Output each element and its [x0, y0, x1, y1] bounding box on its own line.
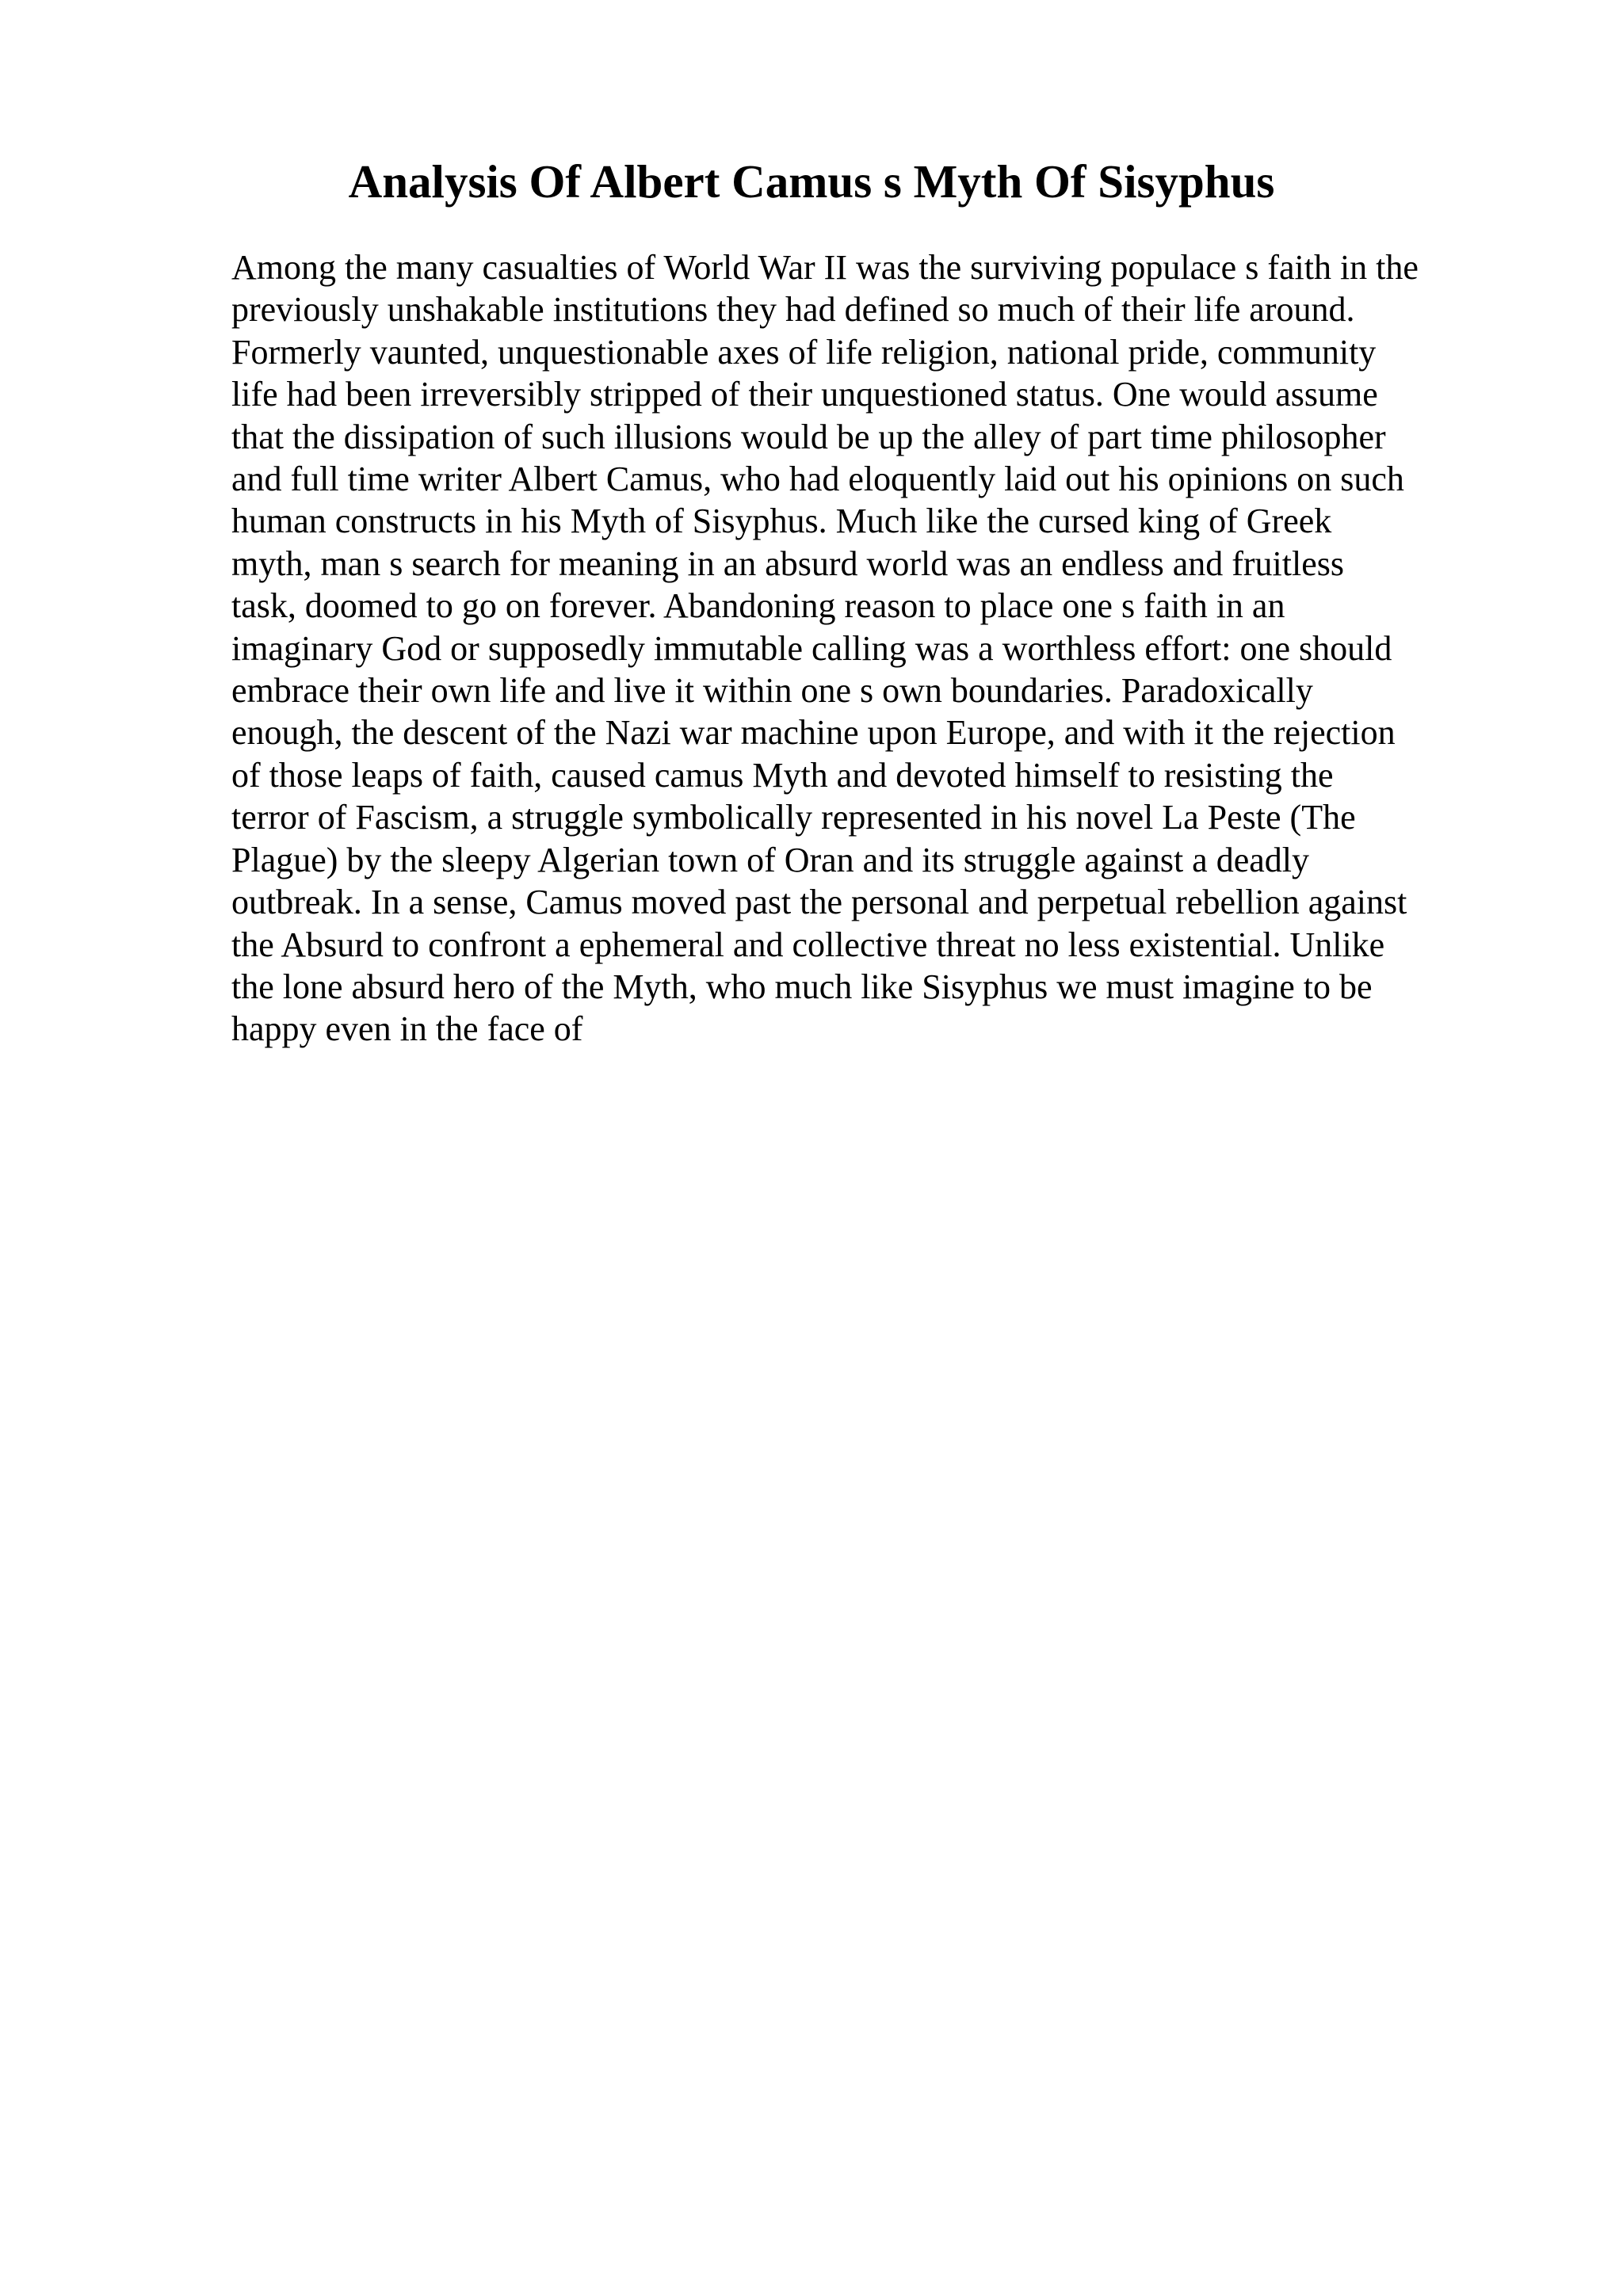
body-line: myth, man s search for meaning in an absurd world was an endless and fruitless [231, 543, 1344, 583]
body-line: previously unshakable institutions they had defined so much of their life around. [231, 290, 1355, 330]
body-line: the Absurd to confront a ephemeral and collective threat no less existential. Unlike [231, 925, 1385, 964]
body-line: happy even in the face of [231, 1009, 583, 1049]
body-line: task, doomed to go on forever. Abandoning reason to place one s faith in an [231, 586, 1285, 626]
body-line: the lone absurd hero of the Myth, who much like Sisyphus we must imagine to be [231, 967, 1373, 1006]
body-line: embrace their own life and live it within one s own boundaries. Paradoxically [231, 671, 1313, 711]
body-line: terror of Fascism, a struggle symbolically represented in his novel La Peste (The [231, 798, 1356, 837]
body-line: Among the many casualties of World War II was the surviving populace s faith in the [231, 248, 1419, 287]
body-line: life had been irreversibly stripped of their unquestioned status. One would assume [231, 375, 1378, 414]
body-line: outbreak. In a sense, Camus moved past the personal and perpetual rebellion against [231, 883, 1407, 922]
body-line: and full time writer Albert Camus, who had eloquently laid out his opinions on such [231, 460, 1404, 499]
body-line: imaginary God or supposedly immutable calling was a worthless effort: one should [231, 628, 1392, 668]
document-body [231, 246, 1499, 1051]
document-title: Analysis Of Albert Camus s Myth Of Sisyphus [348, 155, 1275, 208]
body-line: Plague) by the sleepy Algerian town of Oran and its struggle against a deadly [231, 840, 1309, 879]
body-line: enough, the descent of the Nazi war machine upon Europe, and with it the rejection [231, 713, 1396, 753]
body-line: of those leaps of faith, caused camus Myth and devoted himself to resisting the [231, 755, 1334, 795]
body-line: Formerly vaunted, unquestionable axes of life religion, national pride, community [231, 332, 1377, 372]
body-line: that the dissipation of such illusions would be up the alley of part time philosopher [231, 417, 1386, 456]
body-line: human constructs in his Myth of Sisyphus. Much like the cursed king of Greek [231, 502, 1332, 541]
